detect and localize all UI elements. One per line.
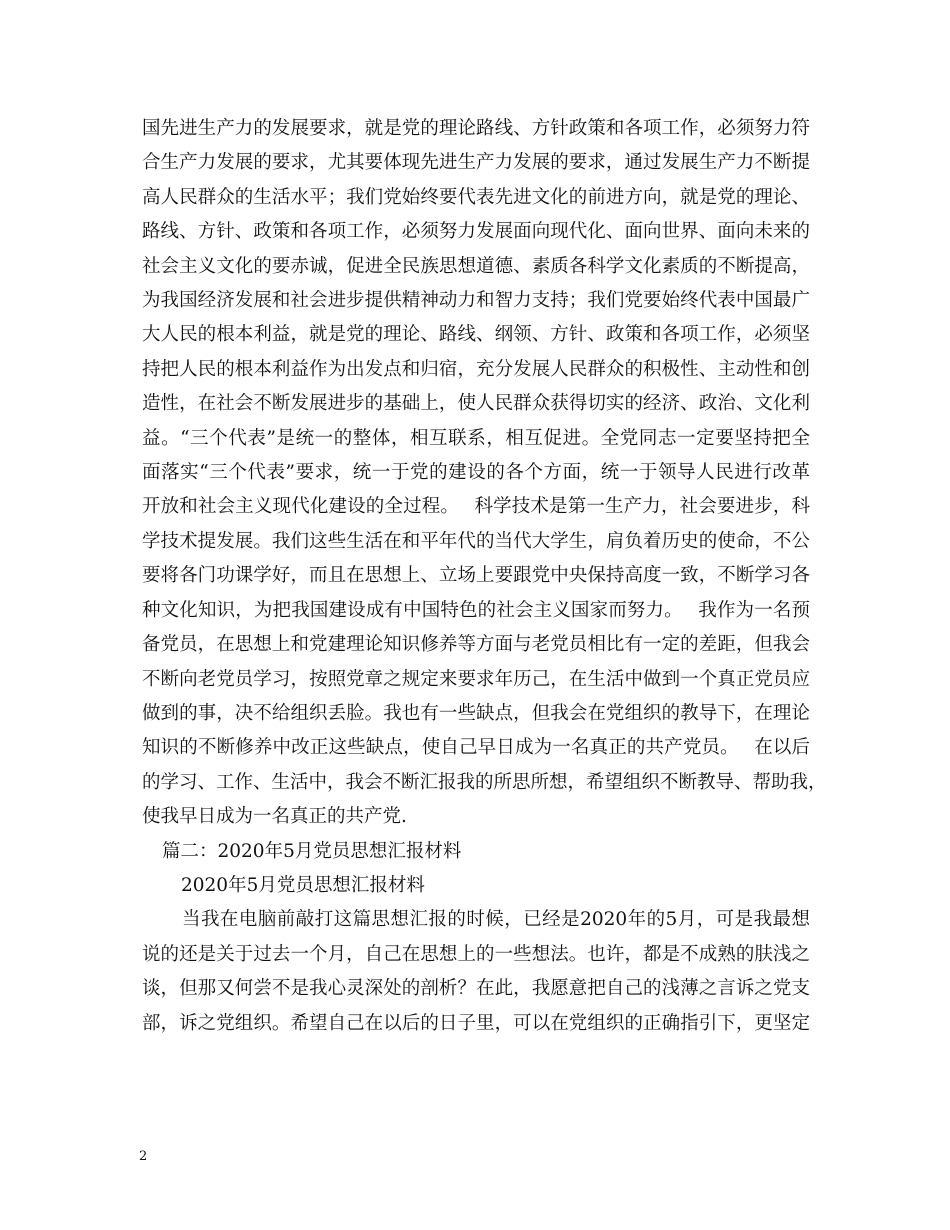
text-line: 路线、方针、政策和各项工作，必须努力发展面向现代化、面向世界、面向未来的: [142, 221, 810, 243]
text-line: 种文化知识，为把我国建设成有中国特色的社会主义国家而努力。 我作为一名预: [142, 599, 810, 621]
text-line: 益。“三个代表”是统一的整体，相互联系，相互促进。全党同志一定要坚持把全: [142, 427, 810, 449]
second-paragraph: [142, 903, 810, 1041]
section-heading: 篇二：2020年5月党员思想汇报材料: [162, 840, 462, 862]
text-line: 不断向老党员学习，按照党章之规定来要求年历己，在生活中做到一个真正党员应: [142, 668, 810, 690]
document-subtitle: 2020年5月党员思想汇报材料: [181, 874, 425, 896]
text-line: 谈，但那又何尝不是我心灵深处的剖析？在此，我愿意把自己的浅薄之言诉之党支: [142, 978, 810, 1000]
text-line: 开放和社会主义现代化建设的全过程。 科学技术是第一生产力，社会要进步，科: [142, 496, 810, 518]
text-line: 社会主义文化的要赤诚，促进全民族思想道德、素质各科学文化素质的不断提高，: [142, 255, 810, 277]
section-heading-block: [142, 835, 810, 869]
continued-paragraph: [142, 112, 827, 835]
text-line: 备党员，在思想上和党建理论知识修养等方面与老党员相比有一定的差距，但我会: [142, 634, 810, 656]
text-line: 的学习、工作、生活中，我会不断汇报我的所思所想，希望组织不断教导、帮助我，: [142, 771, 827, 793]
document-body: [142, 112, 827, 1041]
text-line: 为我国经济发展和社会进步提供精神动力和智力支持；我们党要始终代表中国最广: [142, 290, 810, 312]
text-line: 合生产力发展的要求，尤其要体现先进生产力发展的要求，通过发展生产力不断提: [142, 152, 810, 174]
text-line: 造性，在社会不断发展进步的基础上，使人民群众获得切实的经济、政治、文化利: [142, 393, 810, 415]
text-line: 知识的不断修养中改正这些缺点，使自己早日成为一名真正的共产党员。 在以后: [142, 737, 810, 759]
text-line: 国先进生产力的发展要求，就是党的理论路线、方针政策和各项工作，必须努力符: [142, 118, 810, 139]
text-line: 要将各门功课学好，而且在思想上、立场上要跟党中央保持高度一致，不断学习各: [142, 565, 810, 587]
text-line: 使我早日成为一名真正的共产党.: [142, 806, 407, 828]
text-line: 大人民的根本利益，就是党的理论、路线、纲领、方针、政策和各项工作，必须坚: [142, 324, 810, 346]
text-line: 面落实“三个代表”要求，统一于党的建设的各个方面，统一于领导人民进行改革: [142, 462, 810, 484]
text-line: 说的还是关于过去一个月，自己在思想上的一些想法。也许，都是不成熟的肤浅之: [142, 943, 810, 965]
text-line: 当我在电脑前敲打这篇思想汇报的时候，已经是2020年的5月，可是我最想: [182, 909, 810, 931]
subtitle-block: [142, 869, 810, 903]
text-line: 学技术提发展。我们这些生活在和平年代的当代大学生，肩负着历史的使命，不公: [142, 530, 810, 552]
text-line: 做到的事，决不给组织丢脸。我也有一些缺点，但我会在党组织的教导下，在理论: [142, 702, 810, 724]
text-line: 高人民群众的生活水平；我们党始终要代表先进文化的前进方向，就是党的理论、: [142, 186, 810, 208]
text-line: 持把人民的根本利益作为出发点和归宿，充分发展人民群众的积极性、主动性和创: [142, 358, 810, 380]
text-line: 部，诉之党组织。希望自己在以后的日子里，可以在党组织的正确指引下，更坚定: [142, 1012, 810, 1034]
page-number: 2: [139, 1149, 148, 1164]
